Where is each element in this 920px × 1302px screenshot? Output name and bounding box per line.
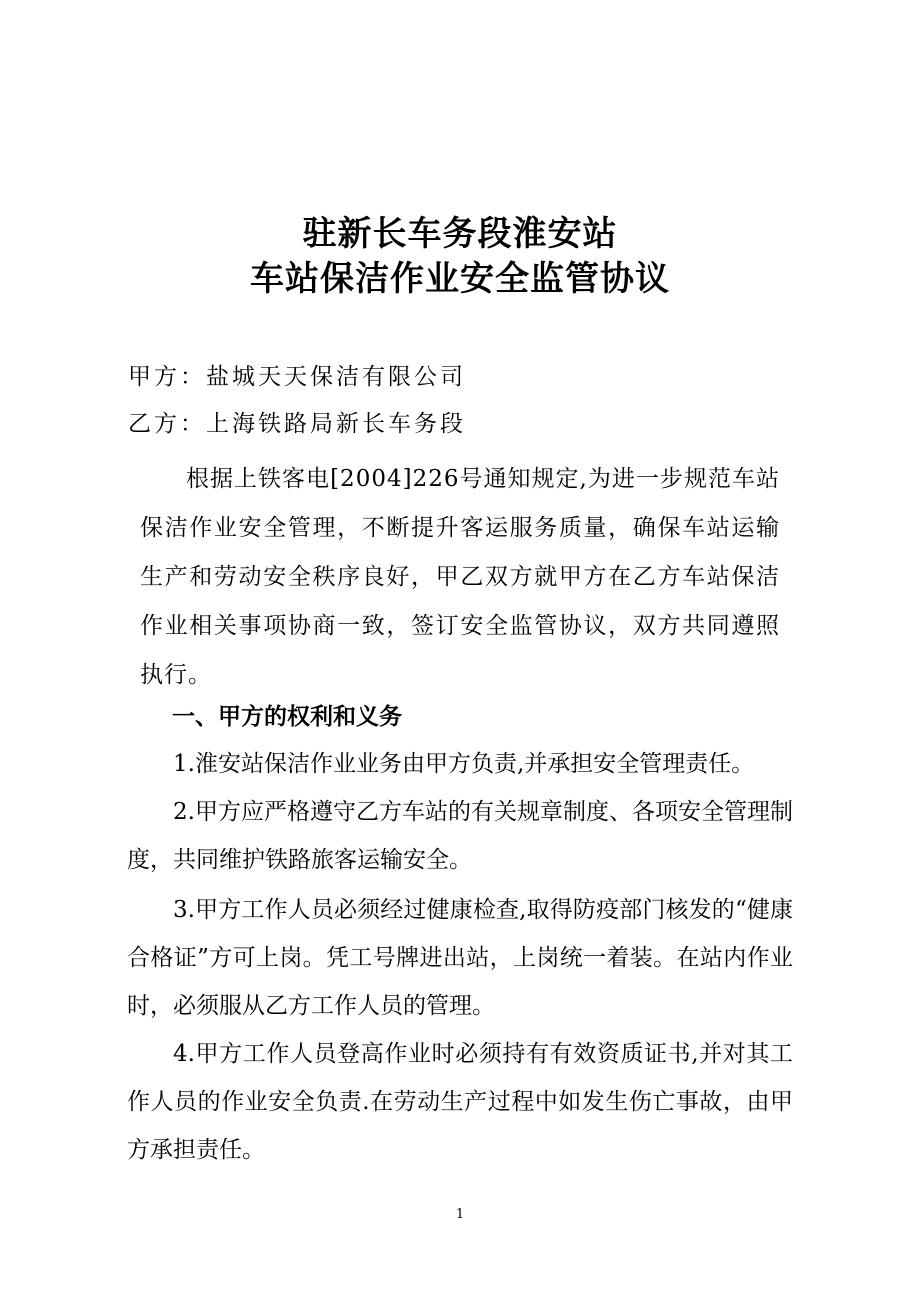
clause-3: 3.甲方工作人员必须经过健康检查,取得防疫部门核发的“健康合格证”方可上岗。凭工号牌进出站，上岗统一着装。在站内作业时，必须服从乙方工作人员的管理。 [127, 897, 793, 1019]
party-a: 甲方：盐城天天保洁有限公司 [128, 364, 466, 390]
section-1-heading: 一、甲方的权利和义务 [172, 704, 402, 730]
page-number: 1 [455, 1207, 465, 1222]
clause-4: 4.甲方工作人员登高作业时必须持有有效资质证书,并对其工作人员的作业安全负责.在劳动生产过程中如发生伤亡事故，由甲方承担责任。 [127, 1041, 793, 1163]
clause-2: 2.甲方应严格遵守乙方车站的有关规章制度、各项安全管理制度，共同维护铁路旅客运输安全。 [127, 799, 793, 873]
clause-1: 1.淮安站保洁作业业务由甲方负责,并承担安全管理责任。 [173, 751, 755, 777]
party-b: 乙方：上海铁路局新长车务段 [128, 411, 466, 437]
intro-paragraph: 根据上铁客电[2004]226号通知规定,为进一步规范车站保洁作业安全管理，不断提升客运服务质量，确保车站运输生产和劳动安全秩序良好，甲乙双方就甲方在乙方车站保洁作业相关事项协商一致，签订安全监管协议，双方共同遵照执行。 [140, 466, 780, 688]
document-title-line-1: 驻新长车务段淮安站 [302, 214, 618, 254]
document-title-line-2: 车站保洁作业安全监管协议 [250, 259, 670, 299]
